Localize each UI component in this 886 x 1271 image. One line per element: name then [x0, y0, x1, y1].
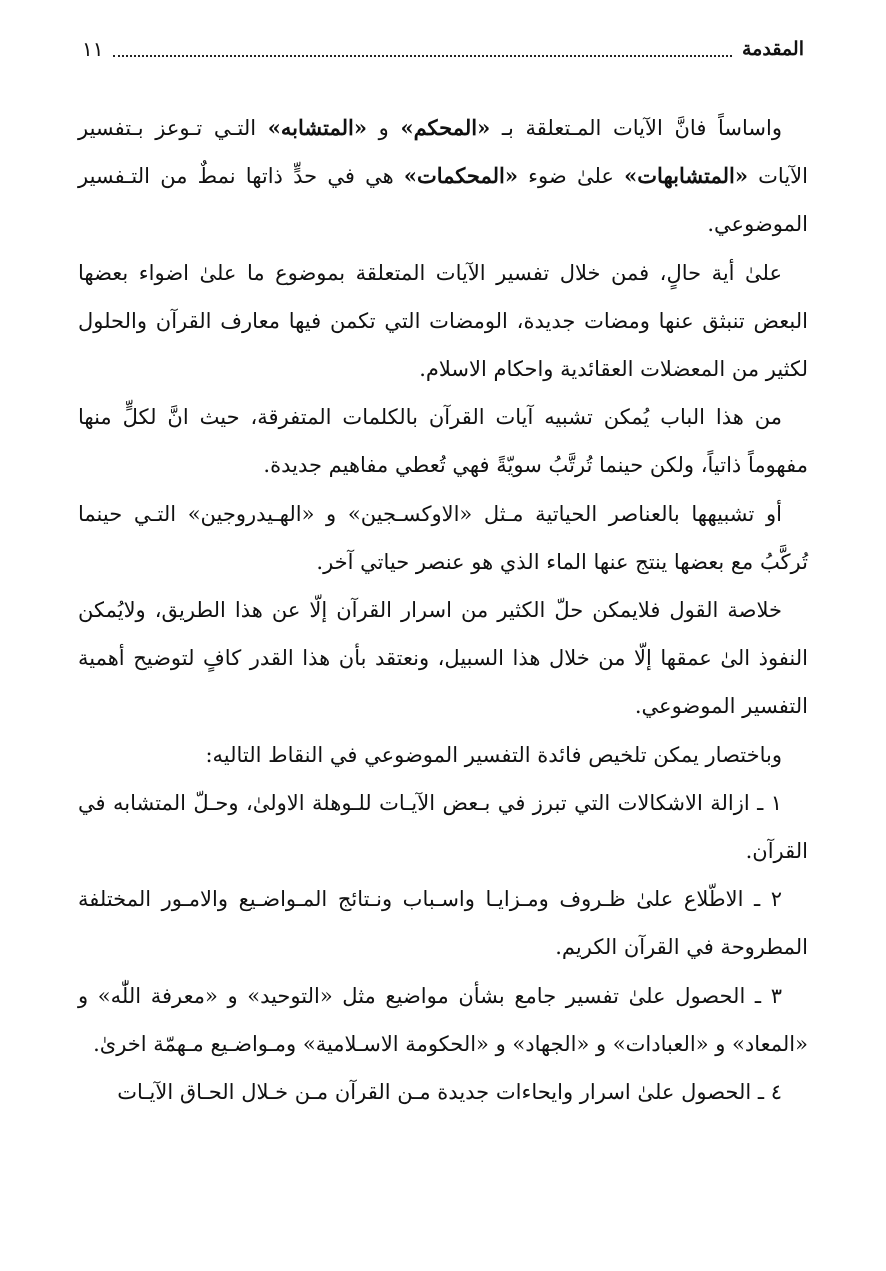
emphasized-term: «المتشابهات»: [624, 163, 748, 189]
paragraph: [78, 731, 808, 779]
text-run: وباختصار يمكن تلخيص فائدة التفسير الموضوعي في النقاط التاليه:: [205, 742, 782, 767]
text-run: خلاصة القول فلايمكن حلّ الكثير من اسرار القرآن إلّا عن هذا الطريق، ولايُمكن النفوذ الىٰ عمقها إلّا من خلال هذا السبيل، ونعتقد بأن هذا القدر كافٍ لتوضيح أهمية التفسير الموضوعي.: [78, 598, 808, 719]
paragraph: [78, 1068, 808, 1116]
running-title: المقدمة: [741, 38, 804, 60]
paragraph: [78, 490, 808, 586]
paragraph: [78, 875, 808, 971]
paragraph: [78, 104, 808, 249]
text-run: ٤ ـ الحصول علىٰ اسرار وايحاءات جديدة مـن القرآن مـن خـلال الحـاق الآيـات: [117, 1080, 782, 1105]
emphasized-term: «المحكم»: [400, 115, 491, 140]
emphasized-term: «المحكمات»: [403, 163, 518, 189]
body-text: [78, 104, 808, 1116]
paragraph: [78, 779, 808, 875]
text-run: و: [366, 116, 401, 140]
text-run: ١ ـ ازالة الاشكالات التي تبرز في بـعض الآيـات للـوهلة الاولىٰ، وحـلّ المتشابه في القرآن.: [78, 790, 808, 864]
text-run: من هذا الباب يُمكن تشبيه آيات القرآن بالكلمات المتفرقة، حيث انَّ لكلٍّ منها مفهوماً ذاتياً، ولكن حينما تُرتَّبُ سويّةً فهي تُعطي مفاهيم جديدة.: [78, 405, 808, 478]
emphasized-term: «المتشابه»: [267, 115, 367, 140]
text-run: ٢ ـ الاطّلاع علىٰ ظـروف ومـزايـا واسـباب ونـتائج المـواضـيع والامـور المختلفة المطروحة في القرآن الكريم.: [78, 887, 808, 960]
leader-dots: [113, 41, 732, 57]
text-run: علىٰ أية حالٍ، فمن خلال تفسير الآيات المتعلقة بموضوع ما علىٰ اضواء بعضها البعض تنبثق عنها ومضات جديدة، الومضات التي تكمن فيها معارف القرآن والحلول لكثير من المعضلات العقائدية واحكام الاسلام.: [78, 260, 808, 382]
text-run: علىٰ ضوء: [517, 164, 625, 189]
page-number: ١١: [82, 37, 104, 61]
paragraph: [78, 393, 808, 489]
text-run: ٣ ـ الحصول علىٰ تفسير جامع بشأن مواضيع مثل «التوحيد» و «معرفة اللّٰه» و «المعاد» و «العبادات» و «الجهاد» و «الحكومة الاسـلامية» ومـواضـيع مـهمّة اخرىٰ.: [78, 983, 808, 1056]
page-header: [82, 32, 804, 66]
text-run: هي في حدٍّ ذاتها نمطٌ من التـفسير الموضوعي.: [78, 164, 808, 237]
paragraph: [78, 972, 808, 1068]
paragraph: [78, 249, 808, 394]
paragraph: [78, 586, 808, 731]
text-run: واساساً فانَّ الآيات المـتعلقة بـ: [490, 116, 782, 140]
text-run: التـي تـوعز بـتفسير الآيات: [78, 116, 808, 189]
text-run: أو تشبيهها بالعناصر الحياتية مـثل «الاوكسـجين» و «الهـيدروجين» التـي حينما تُركَّبُ مع بعضها ينتج عنها الماء الذي هو عنصر حياتي آخر.: [78, 501, 808, 574]
